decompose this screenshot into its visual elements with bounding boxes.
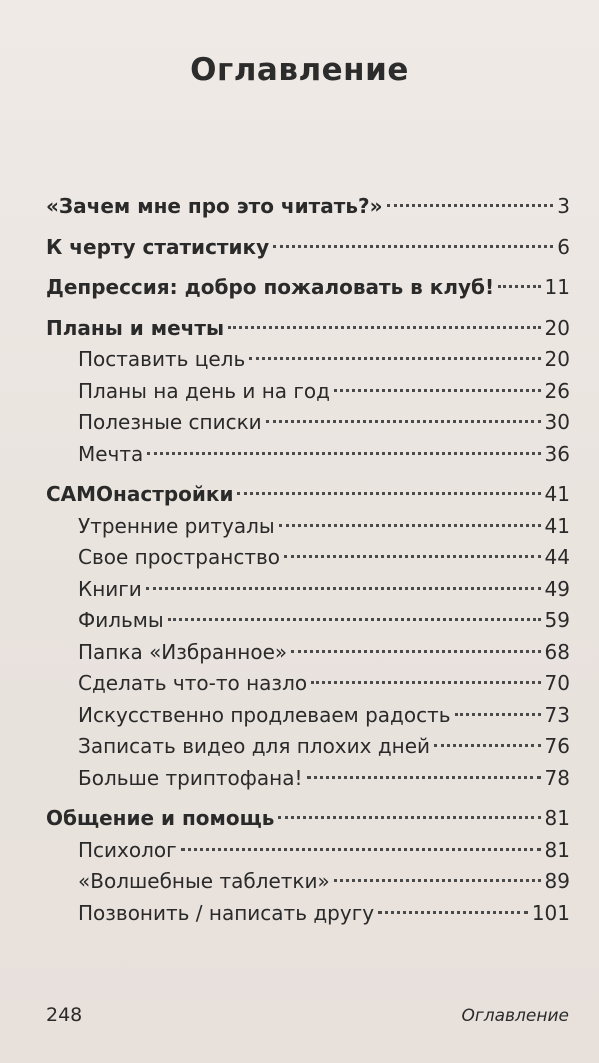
toc-entry-label: Свое пространство bbox=[78, 545, 281, 569]
dot-leader bbox=[378, 911, 528, 914]
toc-section bbox=[46, 376, 570, 408]
toc-entry-page: 30 bbox=[544, 410, 570, 434]
toc-section bbox=[46, 542, 570, 574]
dot-leader bbox=[498, 285, 540, 288]
toc-entry-page: 59 bbox=[544, 608, 570, 632]
toc-entry-label: Общение и помощь bbox=[46, 806, 275, 830]
toc-section bbox=[46, 344, 570, 376]
toc-entry-label: К черту статистику bbox=[46, 234, 270, 259]
toc-entry-label: Поставить цель bbox=[78, 347, 246, 371]
toc-entry-page: 73 bbox=[544, 702, 570, 727]
toc-entry-page: 76 bbox=[544, 734, 570, 758]
toc-entry-label: Искусственно продлеваем радость bbox=[78, 702, 451, 727]
dot-leader bbox=[181, 848, 541, 851]
page-number: 248 bbox=[46, 1004, 83, 1026]
toc-entry-label: Папка «Избранное» bbox=[78, 639, 288, 664]
dot-leader bbox=[146, 587, 541, 590]
table-of-contents bbox=[46, 191, 570, 929]
toc-entry-page: 101 bbox=[531, 900, 570, 925]
toc-section bbox=[46, 668, 570, 700]
dot-leader bbox=[387, 204, 554, 207]
toc-entry-label: Записать видео для плохих дней bbox=[78, 734, 431, 758]
toc-entry-page: 78 bbox=[544, 765, 570, 790]
toc-entry-page: 36 bbox=[544, 441, 570, 466]
toc-entry-label: Больше триптофана! bbox=[78, 765, 303, 790]
toc-entry-label: Позвонить / написать другу bbox=[78, 900, 375, 925]
dot-leader bbox=[284, 555, 541, 558]
toc-entry-label: Фильмы bbox=[78, 608, 164, 632]
toc-section bbox=[46, 898, 570, 930]
toc-section bbox=[46, 763, 570, 795]
dot-leader bbox=[434, 744, 541, 747]
dot-leader bbox=[291, 650, 540, 653]
toc-entry-page: 20 bbox=[544, 347, 570, 371]
toc-section bbox=[46, 574, 570, 606]
dot-leader bbox=[237, 492, 540, 495]
page-title: Оглавление bbox=[190, 52, 409, 88]
toc-entry-page: 41 bbox=[544, 513, 570, 538]
toc-section bbox=[46, 835, 570, 867]
toc-section bbox=[46, 407, 570, 439]
toc-chapter bbox=[46, 803, 570, 835]
toc-entry-page: 89 bbox=[544, 869, 570, 893]
toc-chapter bbox=[46, 272, 570, 304]
dot-leader bbox=[266, 420, 541, 423]
toc-entry-page: 26 bbox=[544, 378, 570, 403]
toc-entry-label: Книги bbox=[78, 576, 142, 601]
toc-entry-label: Планы и мечты bbox=[46, 315, 225, 340]
toc-entry-page: 49 bbox=[544, 576, 570, 601]
dot-leader bbox=[168, 618, 541, 621]
toc-entry-page: 3 bbox=[557, 194, 570, 218]
toc-entry-label: САМОнастройки bbox=[46, 482, 234, 506]
dot-leader bbox=[334, 389, 541, 392]
toc-entry-label: Утренние ритуалы bbox=[78, 513, 275, 538]
dot-leader bbox=[311, 681, 540, 684]
dot-leader bbox=[279, 524, 541, 527]
running-title: Оглавление bbox=[461, 1006, 569, 1026]
toc-chapter bbox=[46, 191, 570, 223]
toc-section bbox=[46, 700, 570, 732]
toc-entry-page: 11 bbox=[544, 275, 570, 299]
toc-entry-label: Депрессия: добро пожаловать в клуб! bbox=[46, 275, 495, 299]
dot-leader bbox=[249, 357, 540, 360]
toc-chapter bbox=[46, 232, 570, 264]
toc-entry-label: Психолог bbox=[78, 837, 177, 862]
toc-entry-page: 44 bbox=[544, 545, 570, 569]
toc-entry-label: Полезные списки bbox=[78, 410, 262, 434]
toc-section bbox=[46, 511, 570, 543]
toc-section bbox=[46, 866, 570, 898]
toc-entry-label: Планы на день и на год bbox=[78, 378, 330, 403]
dot-leader bbox=[147, 452, 540, 455]
toc-entry-page: 6 bbox=[557, 234, 570, 259]
toc-section bbox=[46, 605, 570, 637]
toc-entry-page: 70 bbox=[544, 671, 570, 695]
dot-leader bbox=[334, 879, 541, 882]
toc-chapter bbox=[46, 313, 570, 345]
toc-entry-page: 81 bbox=[544, 837, 570, 862]
toc-entry-label: Сделать что-то назло bbox=[78, 671, 308, 695]
toc-section bbox=[46, 637, 570, 669]
dot-leader bbox=[455, 713, 541, 716]
toc-chapter bbox=[46, 479, 570, 511]
dot-leader bbox=[278, 816, 540, 819]
toc-section bbox=[46, 731, 570, 763]
dot-leader bbox=[228, 326, 541, 329]
toc-entry-page: 20 bbox=[544, 315, 570, 340]
dot-leader bbox=[307, 776, 541, 779]
toc-section bbox=[46, 439, 570, 471]
toc-entry-page: 81 bbox=[544, 806, 570, 830]
toc-entry-label: «Зачем мне про это читать?» bbox=[46, 194, 383, 218]
toc-entry-label: «Волшебные таблетки» bbox=[78, 869, 330, 893]
toc-entry-page: 68 bbox=[544, 639, 570, 664]
dot-leader bbox=[273, 245, 553, 248]
toc-entry-page: 41 bbox=[544, 482, 570, 506]
toc-entry-label: Мечта bbox=[78, 441, 144, 466]
